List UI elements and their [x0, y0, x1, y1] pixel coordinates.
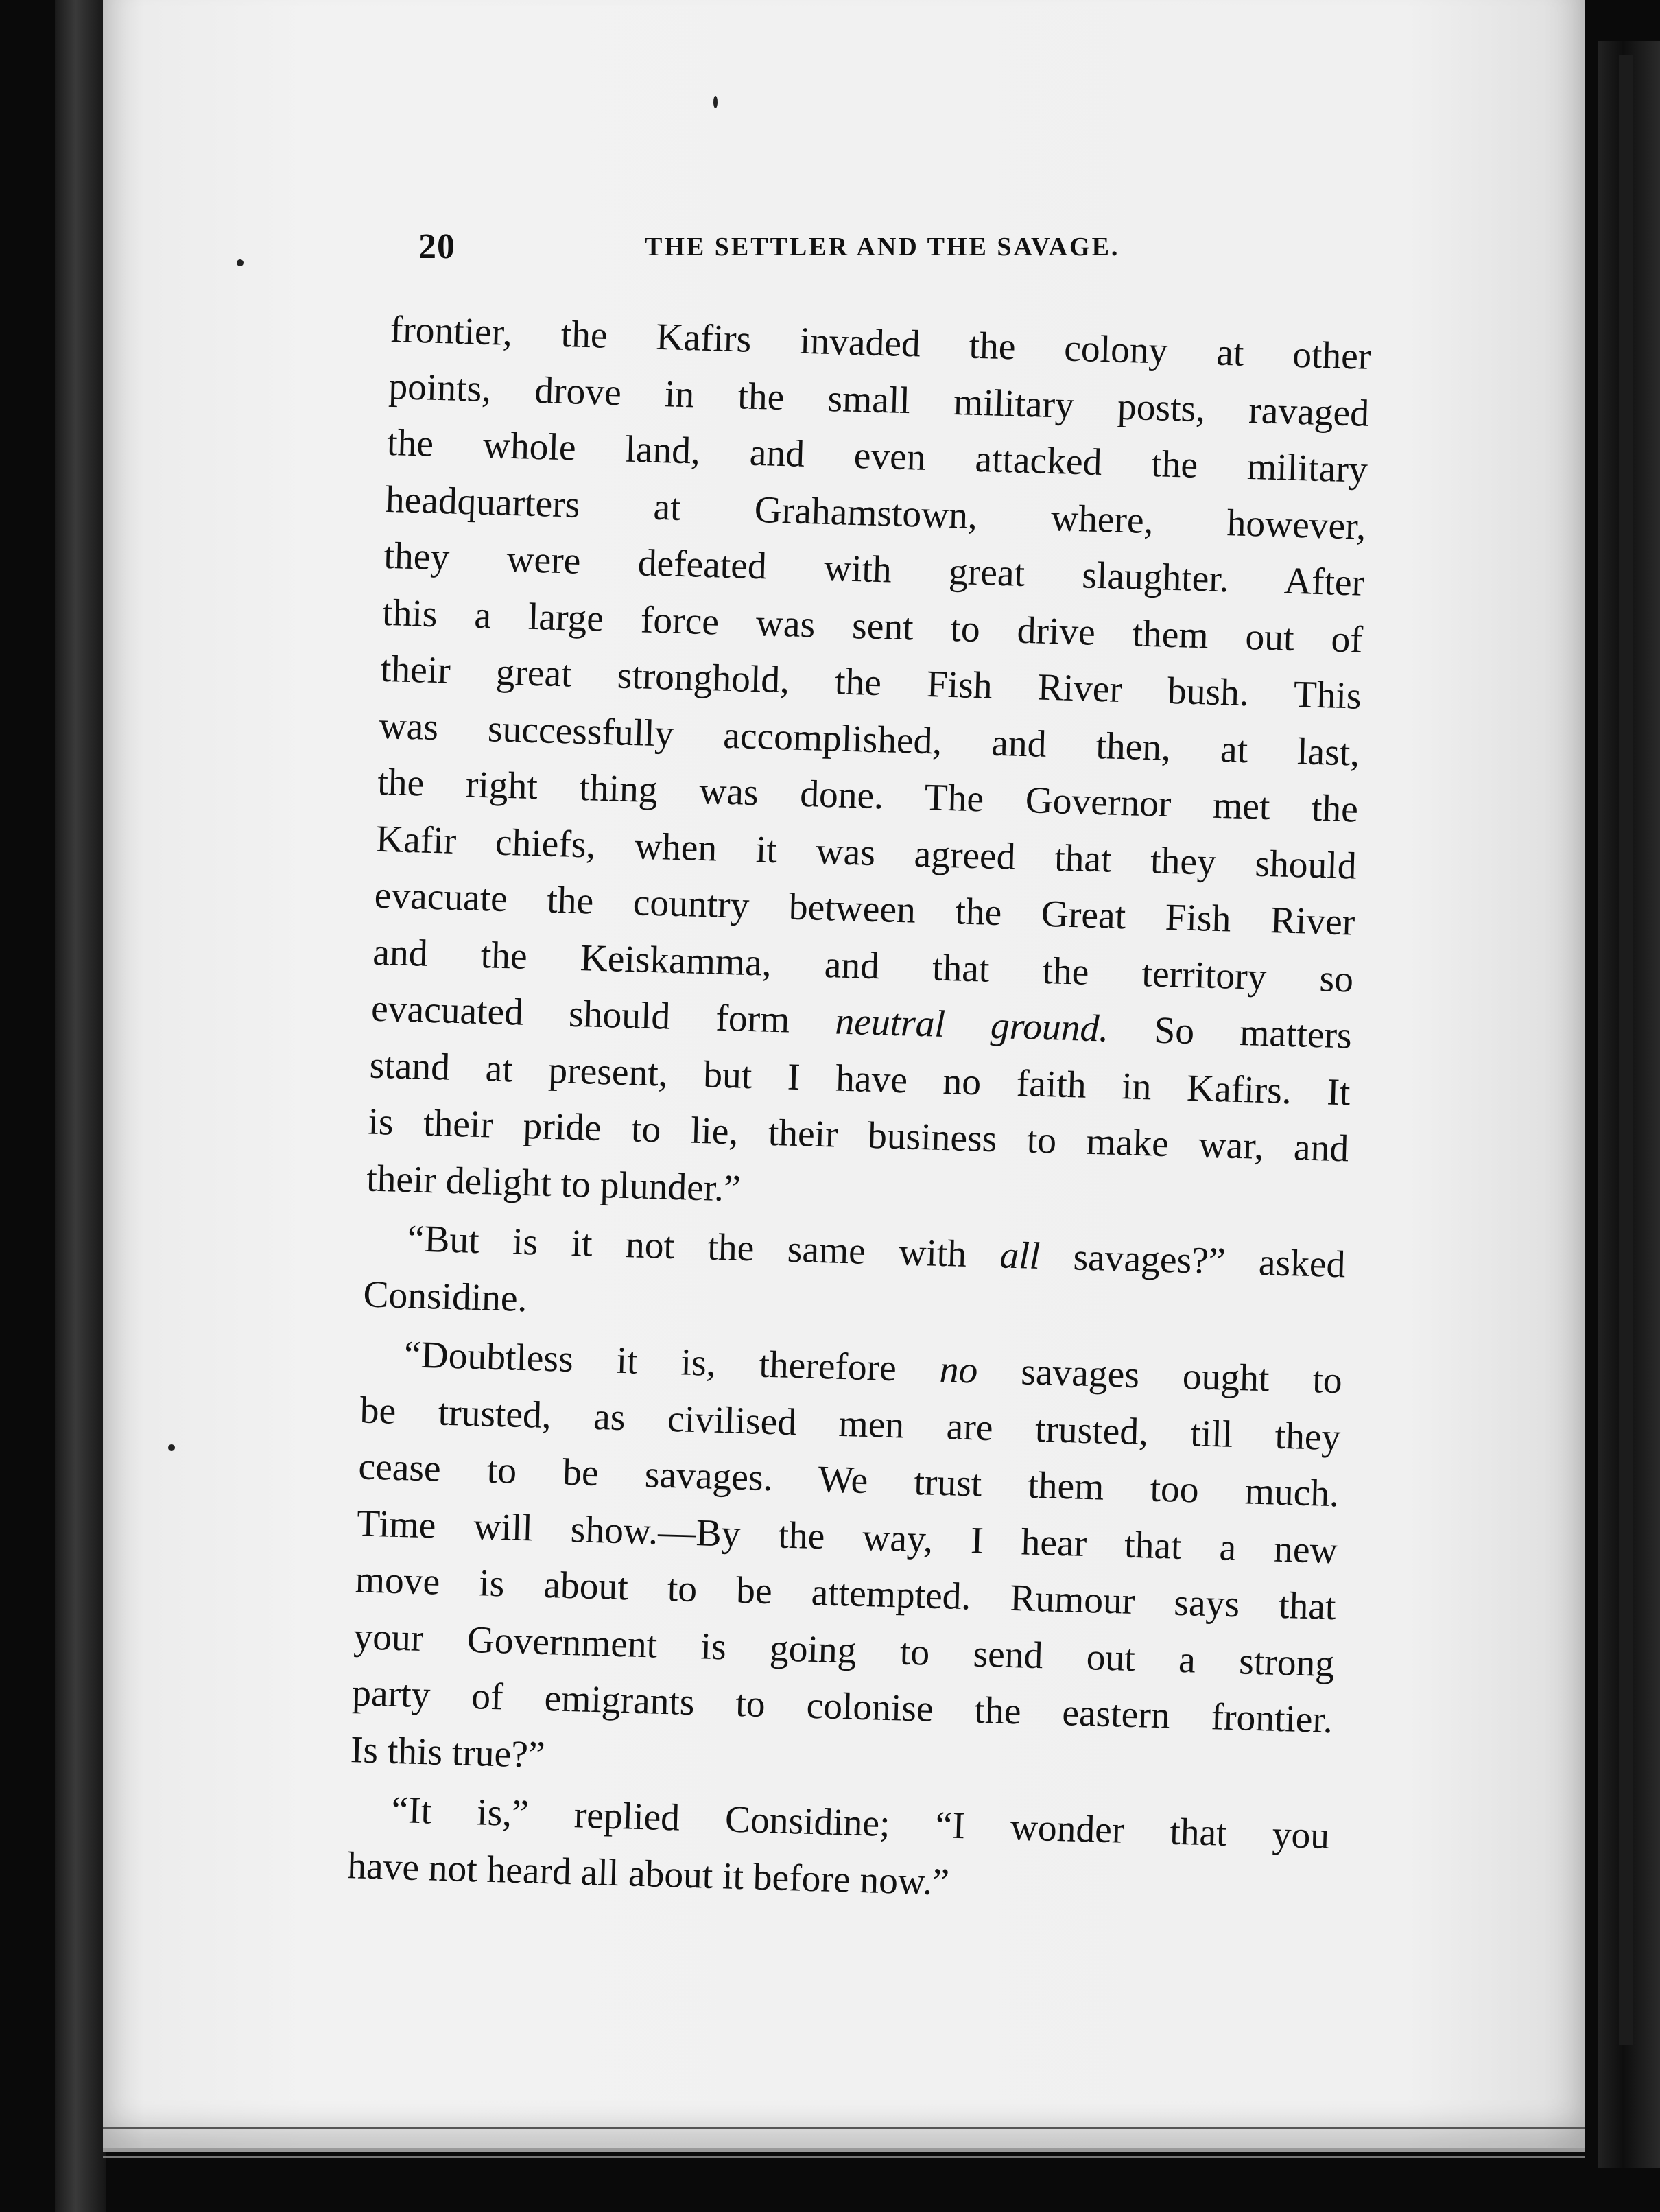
text-line: Time will show.—By the way, I hear that a new — [356, 1502, 1338, 1572]
text-line: and the Keiskamma, and that the territory so — [372, 931, 1354, 1001]
scan-speck — [237, 259, 244, 266]
body-text — [346, 302, 1371, 1922]
text-line: have not heard all about it before now.” — [346, 1844, 950, 1904]
text-segment: evacuated should form — [370, 987, 836, 1043]
text-segment: savages ought to — [977, 1350, 1343, 1402]
text-line: stand at present, but I have no faith in Kafirs. It — [369, 1044, 1351, 1114]
text-line: cease to be savages. We trust them too much. — [357, 1446, 1340, 1516]
italic-text: no — [939, 1348, 979, 1392]
text-line: their great stronghold, the Fish River bush. This — [380, 648, 1362, 718]
left-binding-edge — [55, 0, 106, 2212]
text-line: your Government is going to send out a strong — [353, 1615, 1335, 1685]
text-line: their delight to plunder.” — [366, 1157, 742, 1210]
text-line: Is this true?” — [350, 1728, 546, 1776]
text-line: was successfully accomplished, and then, at last, — [378, 705, 1361, 775]
text-line: points, drove in the small military posts, ravaged — [388, 365, 1370, 435]
text-line: evacuate the country between the Great Fish River — [373, 874, 1356, 944]
text-segment: So matters — [1108, 1008, 1353, 1057]
text-line: they were defeated with great slaughter. After — [383, 534, 1365, 604]
paragraph-1 — [366, 302, 1371, 1234]
text-line: Considine. — [362, 1273, 528, 1320]
right-binding-shadow — [1619, 55, 1633, 2045]
text-segment: savages?” asked — [1039, 1235, 1347, 1286]
text-line: the right thing was done. The Governor met the — [377, 761, 1359, 831]
text-line: move is about to be attempted. Rumour says that — [355, 1559, 1337, 1629]
italic-text: all — [999, 1234, 1041, 1278]
italic-text: neutral ground. — [834, 1000, 1110, 1050]
text-line: frontier, the Kafirs invaded the colony at other — [390, 308, 1372, 378]
text-line: is their pride to lie, their business to make war, and — [367, 1101, 1349, 1170]
text-line: Kafir chiefs, when it was agreed that they should — [375, 818, 1357, 888]
text-line: be trusted, as civilised men are trusted, till they — [359, 1389, 1342, 1459]
page-bottom-edge — [103, 2127, 1585, 2158]
text-line: this a large force was sent to drive them out of — [381, 591, 1364, 661]
scan-speck — [713, 96, 718, 108]
text-line: “It is,” replied Considine; “I wonder that you — [390, 1789, 1330, 1858]
text-segment: “Doubtless it is, therefore — [403, 1334, 940, 1391]
page-number: 20 — [418, 227, 455, 266]
scan-speck — [168, 1444, 175, 1451]
running-title: THE SETTLER AND THE SAVAGE. — [645, 233, 1120, 261]
text-line: the whole land, and even attacked the military — [386, 421, 1368, 491]
running-head — [418, 226, 1598, 274]
text-segment: “But is it not the same with — [407, 1218, 1001, 1277]
text-line: party of emigrants to colonise the eastern frontier. — [351, 1672, 1333, 1742]
text-line: headquarters at Grahamstown, where, however, — [385, 478, 1367, 548]
paragraph-3 — [350, 1326, 1343, 1806]
